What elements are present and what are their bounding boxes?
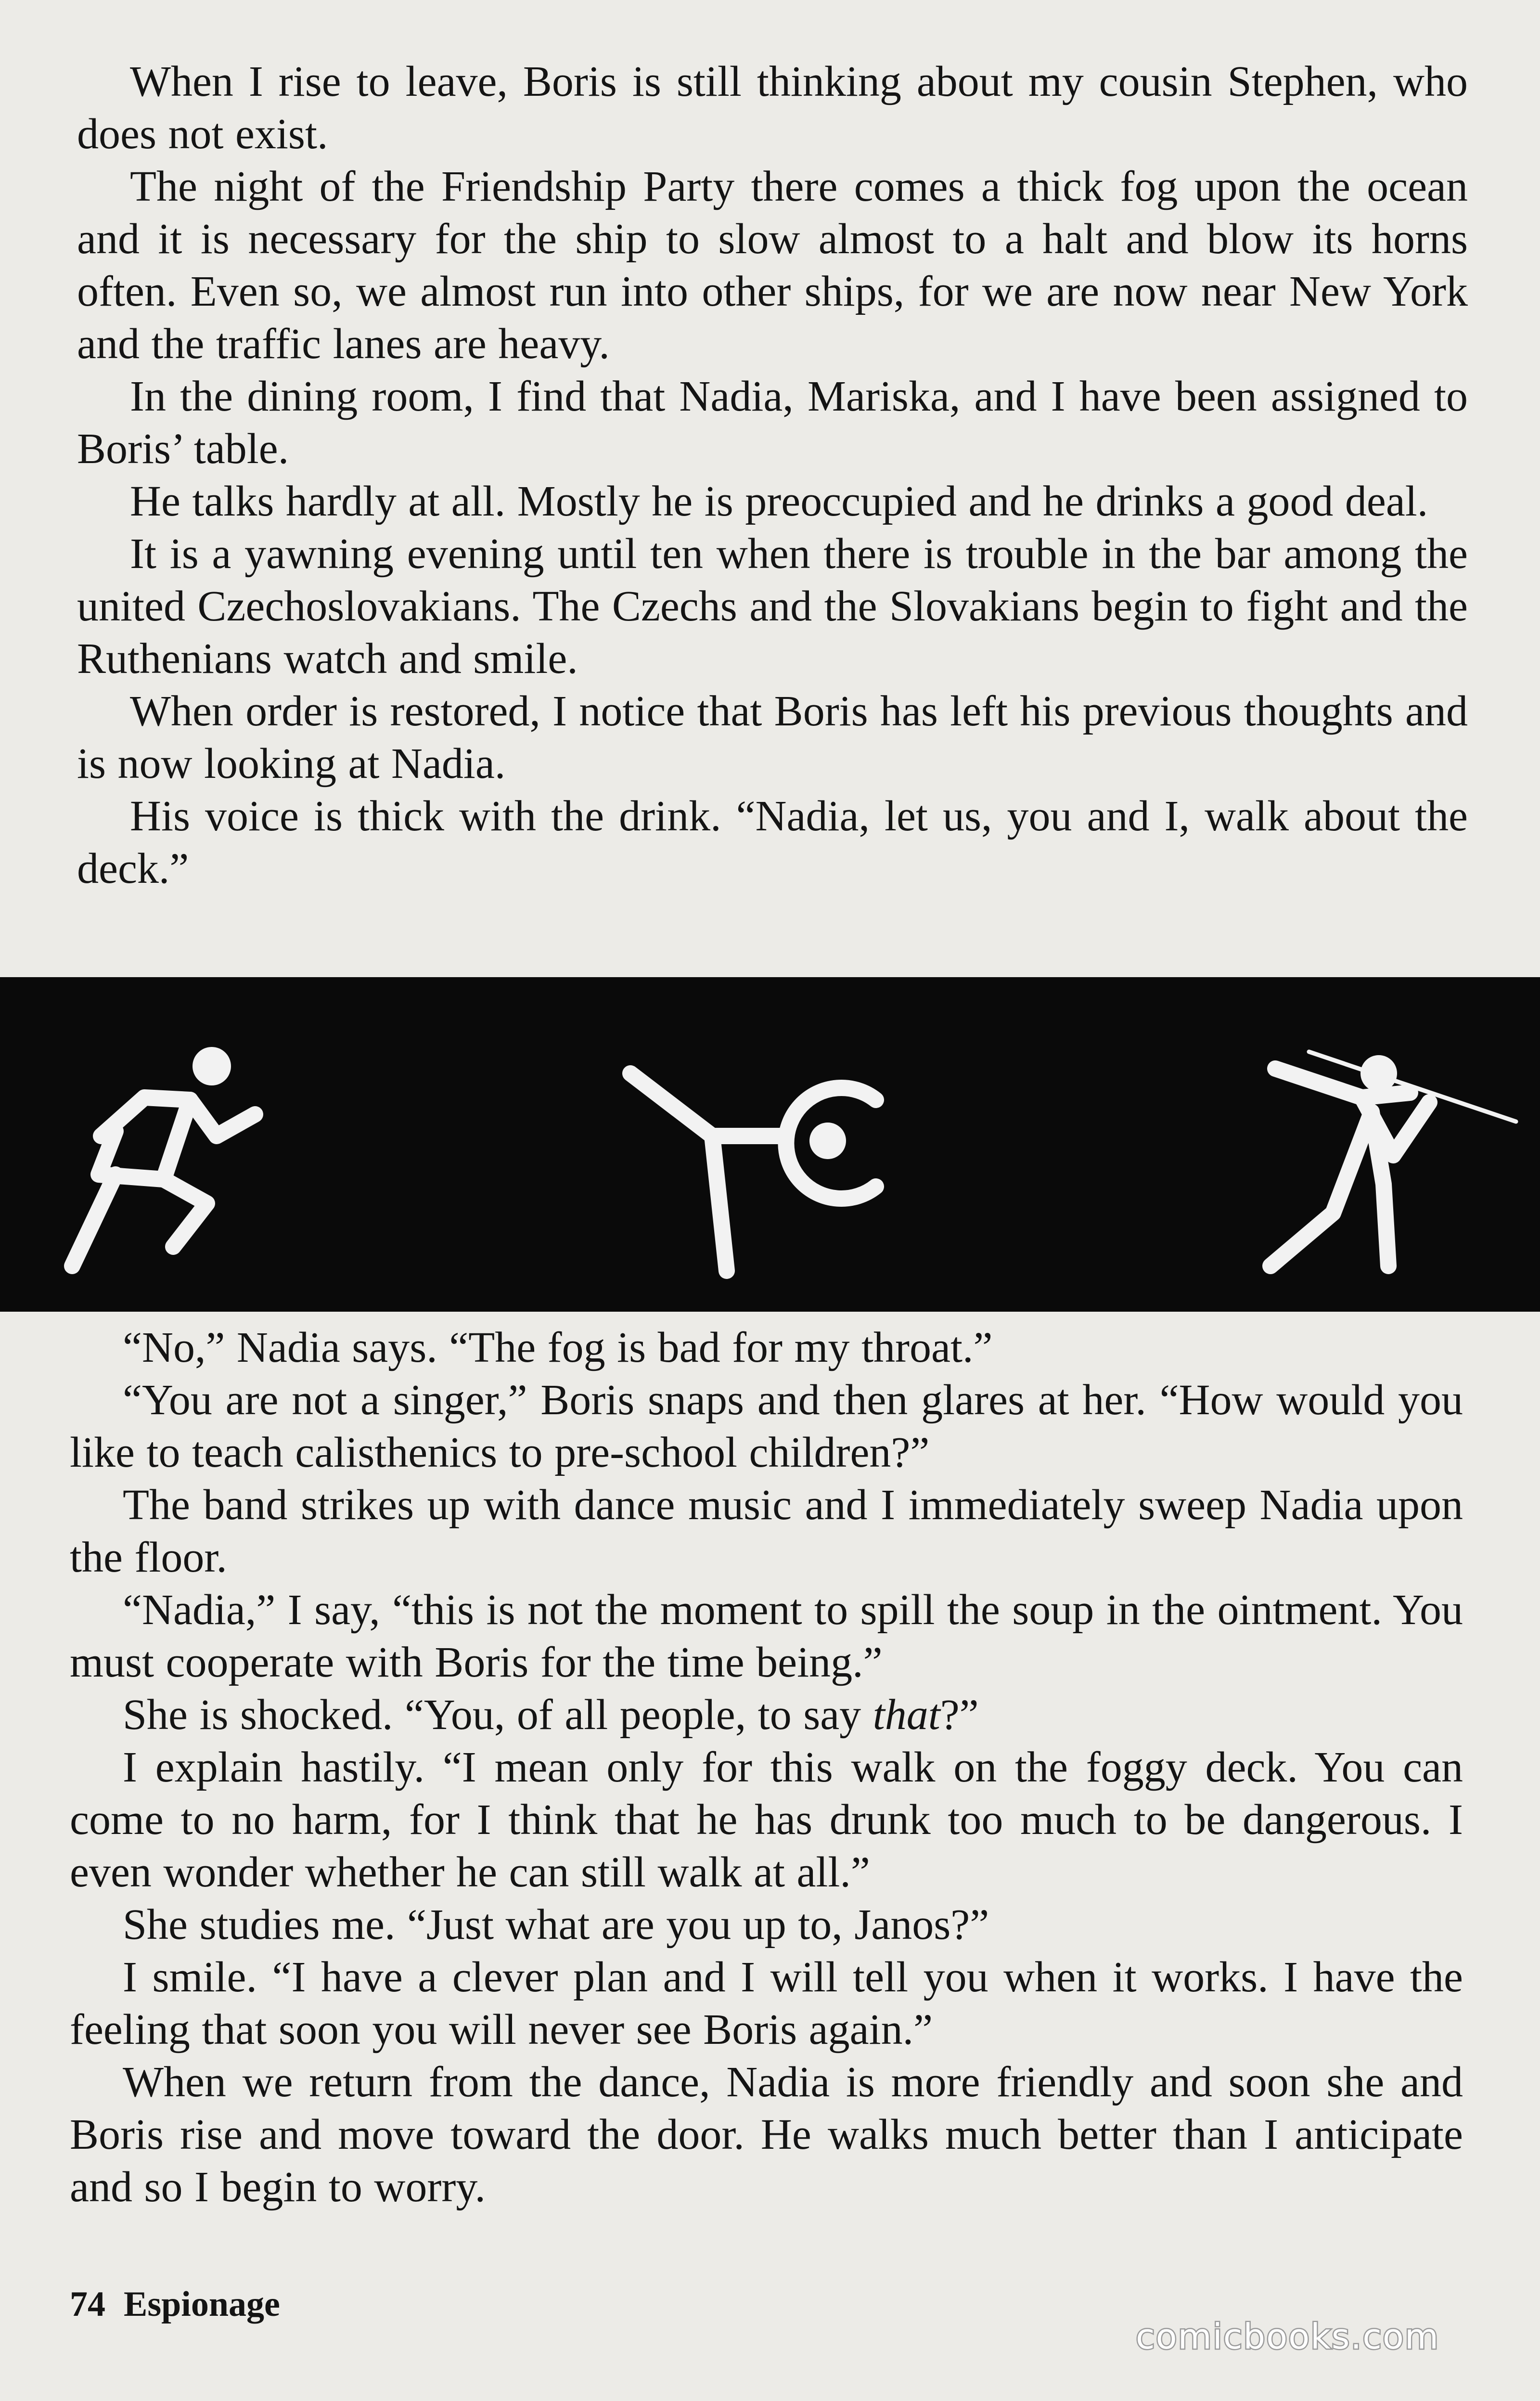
paragraph: When we return from the dance, Nadia is more friendly and soon she and Boris rise and move toward the door. He walks much better than I anticipate and so I begin to worry. [70,2058,1463,2211]
paragraph: When I rise to leave, Boris is still thinking about my cousin Stephen, who does not exist. [77,58,1468,158]
emphasized-word: that [873,1691,940,1739]
paragraph-text-before: She is shocked. “You, of all people, to say [123,1691,873,1739]
paragraph: The band strikes up with dance music and I immediately sweep Nadia upon the floor. [70,1481,1463,1581]
olympic-sports-banner [0,977,1540,1312]
watermark: comicbooks.com [1136,2316,1440,2357]
paragraph-text-after: ?” [940,1691,979,1739]
sports-pictograms [0,977,1540,1312]
paragraph: “No,” Nadia says. “The fog is bad for my throat.” [123,1324,993,1371]
page-footer [70,2284,280,2325]
page-number: 74 [70,2285,105,2324]
paragraph: I smile. “I have a clever plan and I will tell you when it works. I have the feeling that soon you will never see Boris again.” [70,1953,1463,2053]
paragraph-with-emphasis [70,1689,1463,1741]
runner-icon [72,1047,255,1266]
magazine-title: Espionage [124,2285,280,2324]
gymnast-icon [630,1073,876,1271]
paragraph: He talks hardly at all. Mostly he is preoccupied and he drinks a good deal. [130,478,1428,525]
paragraph: “You are not a singer,” Boris snaps and then glares at her. “How would you like to teach calisthenics to pre-school children?” [70,1376,1463,1476]
text-column-bottom [70,1321,1463,2213]
paragraph: I explain hastily. “I mean only for this walk on the foggy deck. You can come to no harm, for I think that he has drunk too much to be dangerous. I even wonder whether he can still walk at all.” [70,1743,1463,1896]
text-column-top [77,55,1468,895]
paragraph: It is a yawning evening until ten when there is trouble in the bar among the united Czechoslovakians. The Czechs and the Slovakians begin to fight and the Ruthenians watch and smile. [77,530,1468,683]
paragraph: His voice is thick with the drink. “Nadia, let us, you and I, walk about the deck.” [77,792,1468,892]
paragraph: When order is restored, I notice that Boris has left his previous thoughts and is now looking at Nadia. [77,687,1468,787]
paragraph: The night of the Friendship Party there comes a thick fog upon the ocean and it is necessary for the ship to slow almost to a halt and blow its horns often. Even so, we almost run into other ships, for we are now near New York and the traffic lanes are heavy. [77,163,1468,368]
javelin-thrower-icon [1270,1052,1516,1266]
paragraph: She studies me. “Just what are you up to, Janos?” [123,1901,989,1949]
paragraph: In the dining room, I find that Nadia, Mariska, and I have been assigned to Boris’ table. [77,373,1468,473]
paragraph: “Nadia,” I say, “this is not the moment to spill the soup in the ointment. You must cooperate with Boris for the time being.” [70,1586,1463,1686]
